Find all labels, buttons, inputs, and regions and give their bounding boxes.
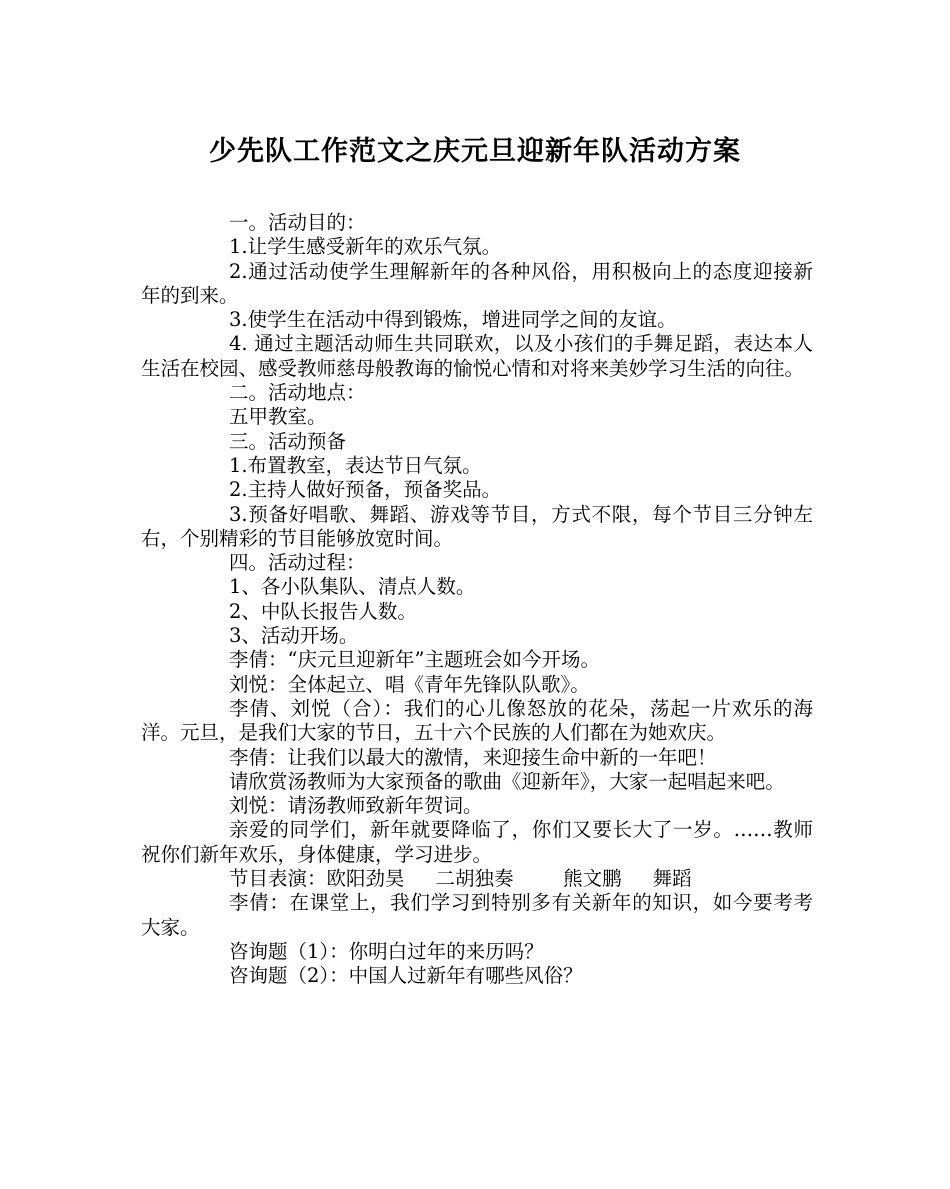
paragraph: 李倩：让我们以最大的激情，来迎接生命中新的一年吧！ [229, 745, 717, 769]
paragraph: 1.让学生感受新年的欢乐气氛。 [229, 235, 502, 259]
paragraph: 一。活动目的： [229, 211, 366, 234]
paragraph: 五甲教室。 [229, 405, 327, 429]
paragraph: 1.布置教室，表达节日气氛。 [229, 453, 482, 477]
paragraph: 刘悦：全体起立、唱《青年先锋队队歌》。 [229, 672, 590, 696]
paragraph: 请欣赏汤教师为大家预备的歌曲《迎新年》，大家一起唱起来吧。 [229, 769, 785, 793]
paragraph: 3.使学生在活动中得到锻炼，增进同学之间的友谊。 [229, 308, 677, 332]
paragraph: 2.主持人做好预备，预备奖品。 [229, 478, 502, 502]
paragraph: 李倩：在课堂上，我们学习到特别多有关新年的知识，如今要考考大家。 [141, 891, 813, 939]
paragraph: 三。活动预备 [229, 429, 347, 453]
document-body [141, 211, 813, 989]
paragraph: 2.通过活动使学生理解新年的各种风俗，用积极向上的态度迎接新年的到来。 [141, 259, 813, 307]
paragraph: 刘悦：请汤教师致新年贺词。 [229, 794, 483, 818]
paragraph: 二。活动地点： [229, 381, 366, 405]
paragraph: 李倩、刘悦（合）：我们的心儿像怒放的花朵，荡起一片欢乐的海洋。元旦，是我们大家的节日，五十六个民族的人们都在为她欢庆。 [141, 696, 813, 745]
paragraph: 2、中队长报告人数。 [229, 599, 417, 623]
paragraph: 四。活动过程： [229, 551, 366, 575]
paragraph: 1、各小队集队、清点人数。 [229, 575, 476, 599]
paragraph: 4. 通过主题活动师生共同联欢，以及小孩们的手舞足蹈，表达本人生活在校园、感受教师慈母般教诲的愉悦心情和对将来美妙学习生活的向往。 [141, 332, 813, 380]
paragraph: 咨询题（1）：你明白过年的来历吗？ [229, 939, 544, 963]
paragraph: 3.预备好唱歌、舞蹈、游戏等节目，方式不限，每个节目三分钟左右，个别精彩的节目能够放宽时间。 [141, 502, 813, 550]
paragraph: 节目表演：欧阳劲昊 二胡独奏 熊文鹏 舞蹈 [229, 867, 692, 891]
paragraph: 李倩：“庆元旦迎新年”主题班会如今开场。 [229, 648, 600, 672]
paragraph: 咨询题（2）：中国人过新年有哪些风俗？ [229, 964, 583, 988]
paragraph: 3、活动开场。 [229, 624, 359, 648]
document-title: 少先队工作范文之庆元旦迎新年队活动方案 [209, 136, 741, 167]
paragraph: 亲爱的同学们，新年就要降临了，你们又要长大了一岁。……教师祝你们新年欢乐，身体健康，学习进步。 [141, 818, 813, 866]
